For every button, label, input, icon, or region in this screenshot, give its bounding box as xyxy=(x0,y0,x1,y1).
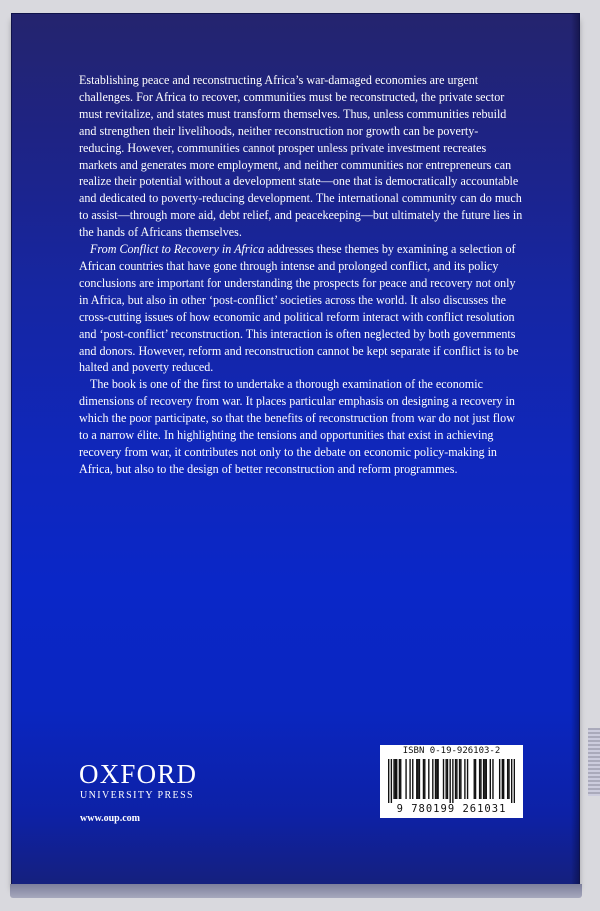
publisher-url: www.oup.com xyxy=(80,813,141,824)
barcode-bar xyxy=(388,759,389,803)
barcode-bar xyxy=(502,759,503,799)
blurb-paragraph-2-text: addresses these themes by examining a selection of African countries that have gone through intense and prolonged conflict, and its policy conclusions are important for understanding the prospects for peace and recovery not only in Africa, but also in other ‘post-conflict’ societies across the world. It also discusses the cross-cutting issues of how economic and political reform interact with conflict resolution and ‘post-conflict’ reconstruction. This interaction is often neglected by both governments and donors. However, reform and reconstruction cannot be kept separate if conflict is to be halted and poverty reduced. xyxy=(79,242,519,375)
barcode-bar xyxy=(483,759,484,799)
barcode-bar xyxy=(479,759,480,799)
barcode-bar xyxy=(405,759,406,799)
barcode-bar xyxy=(399,759,400,799)
cover-bottom-edge xyxy=(10,884,582,898)
barcode-bar xyxy=(452,759,453,803)
barcode-bar xyxy=(484,759,485,799)
barcode-image xyxy=(388,759,515,803)
isbn-number: ISBN 0-19-926103-2 xyxy=(402,746,501,756)
barcode-bar xyxy=(449,759,450,803)
barcode-bar xyxy=(419,759,420,799)
blurb-paragraph-2 xyxy=(79,241,523,376)
barcode-bar xyxy=(409,759,410,799)
barcode-bar xyxy=(514,759,515,803)
barcode-bar xyxy=(459,759,460,799)
barcode-bar xyxy=(480,759,481,799)
barcode-bar xyxy=(400,759,401,799)
publisher-logo-oxford: OXFORD xyxy=(79,759,198,789)
barcode-bar xyxy=(486,759,487,799)
blurb-text xyxy=(79,72,523,478)
barcode-bar xyxy=(416,759,417,799)
barcode-bar xyxy=(445,759,446,799)
barcode-bar xyxy=(456,759,457,799)
barcode-bar xyxy=(507,759,508,799)
barcode-bar xyxy=(424,759,425,799)
cover-edge-shade xyxy=(571,14,579,884)
barcode-bar xyxy=(460,759,461,799)
book-title: From Conflict to Recovery in Africa xyxy=(90,242,265,257)
barcode-bar xyxy=(396,759,397,799)
barcode-bar xyxy=(447,759,448,799)
barcode-bar xyxy=(428,759,429,799)
barcode-bar xyxy=(412,759,413,799)
barcode-bar xyxy=(511,759,512,803)
barcode-bar xyxy=(490,759,491,799)
barcode-bar xyxy=(393,759,394,799)
barcode-bar xyxy=(467,759,468,799)
barcode-bar xyxy=(475,759,476,799)
barcode-bar xyxy=(503,759,504,799)
barcode-bar xyxy=(423,759,424,799)
barcode-bar xyxy=(435,759,436,799)
barcode-bar xyxy=(391,759,392,803)
blurb-paragraph-1: Establishing peace and reconstructing Africa’s war-damaged economies are urgent challenges. For Africa to recover, communities must be reconstructed, the private sector must revitalize, and states must transform themselves. Thus, unless communities rebuild and strengthen their livelihoods, neither reconstruction nor growth can be poverty-reducing. However, communities cannot prosper unless private investment recreates markets and generates more employment, and neither communities nor entrepreneurs can realize their potential without a development state—one that is democratically accountable and dedicated to poverty-reducing development. The international community can do much to assist—through more aid, debt relief, and peacekeeping—but ultimately the future lies in the hands of Africans themselves. xyxy=(79,73,523,240)
barcode-bar xyxy=(464,759,465,799)
blurb-paragraph-3: The book is one of the first to undertake a thorough examination of the economic dimensions of recovery from war. It places particular emphasis on designing a recovery in which the poor participate, so that the benefits of reconstruction from war do not just flow to a narrow élite. In highlighting the tensions and opportunities that exist in achieving recovery from war, it contributes not only to the debate on economic policy-making in Africa, but also to the design of better reconstruction and reform programmes. xyxy=(79,377,515,476)
page-edge-strip xyxy=(588,728,600,796)
barcode-bar xyxy=(508,759,509,799)
barcode-bar xyxy=(492,759,493,799)
barcode-bar xyxy=(395,759,396,799)
barcode-bar xyxy=(474,759,475,799)
barcode-bar xyxy=(443,759,444,799)
barcode-bar xyxy=(455,759,456,799)
ean-number: 9 780199 261031 xyxy=(396,803,507,815)
barcode-bar xyxy=(432,759,433,799)
barcode-bar xyxy=(436,759,437,799)
publisher-logo-subtitle: UNIVERSITY PRESS xyxy=(80,790,194,801)
barcode-bar xyxy=(499,759,500,799)
barcode-bar xyxy=(437,759,438,799)
barcode-bar xyxy=(417,759,418,799)
barcode-label xyxy=(380,745,523,818)
